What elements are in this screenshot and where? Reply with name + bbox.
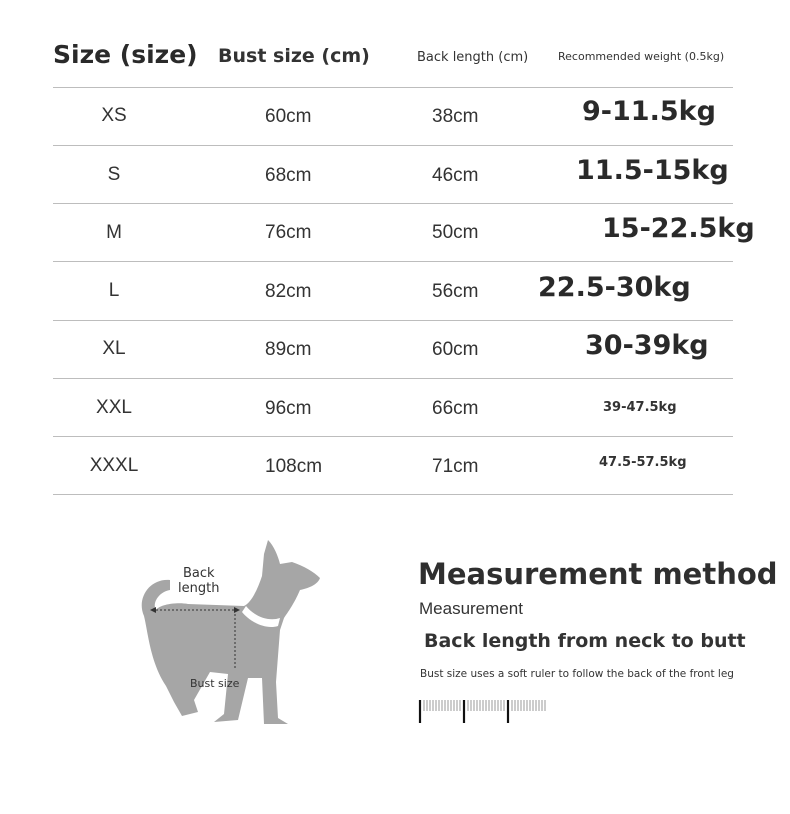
- row-size: S: [107, 164, 121, 185]
- table-divider: [53, 320, 733, 321]
- row-back-length: 66cm: [432, 398, 479, 419]
- header-bust: Bust size (cm): [218, 45, 370, 67]
- dog-measurement-diagram: [128, 532, 368, 752]
- row-back-length: 38cm: [432, 106, 479, 127]
- row-weight: 15-22.5kg: [602, 213, 755, 244]
- row-size: XXXL: [89, 455, 139, 476]
- row-weight: 47.5-57.5kg: [599, 455, 687, 470]
- measurement-subtitle: Measurement: [419, 599, 523, 618]
- row-weight: 11.5-15kg: [576, 155, 729, 186]
- row-size: XS: [101, 105, 127, 126]
- row-bust: 82cm: [265, 281, 312, 302]
- dog-silhouette-icon: [128, 532, 368, 752]
- row-weight: 30-39kg: [585, 330, 709, 361]
- row-weight: 39-47.5kg: [603, 400, 677, 415]
- row-size: M: [106, 222, 122, 243]
- table-divider: [53, 494, 733, 495]
- table-divider: [53, 261, 733, 262]
- row-size: L: [108, 280, 120, 301]
- back-length-instruction: Back length from neck to butt: [424, 630, 746, 652]
- row-back-length: 60cm: [432, 339, 479, 360]
- row-size: XL: [102, 338, 126, 359]
- row-back-length: 56cm: [432, 281, 479, 302]
- row-back-length: 50cm: [432, 222, 479, 243]
- row-back-length: 46cm: [432, 165, 479, 186]
- row-bust: 76cm: [265, 222, 312, 243]
- row-size: XXL: [96, 397, 132, 418]
- row-bust: 96cm: [265, 398, 312, 419]
- table-divider: [53, 87, 733, 88]
- ruler-icon: [418, 697, 548, 725]
- header-recommended-weight: Recommended weight (0.5kg): [558, 50, 725, 63]
- row-bust: 68cm: [265, 165, 312, 186]
- measurement-method-title: Measurement method: [418, 557, 778, 591]
- header-back-length: Back length (cm): [417, 50, 529, 65]
- header-size: Size (size): [53, 40, 198, 69]
- table-divider: [53, 145, 733, 146]
- table-divider: [53, 436, 733, 437]
- table-divider: [53, 203, 733, 204]
- table-divider: [53, 378, 733, 379]
- row-weight: 9-11.5kg: [582, 96, 716, 127]
- row-bust: 89cm: [265, 339, 312, 360]
- row-bust: 108cm: [265, 456, 323, 477]
- bust-size-label: Bust size: [190, 677, 240, 690]
- row-back-length: 71cm: [432, 456, 479, 477]
- row-weight: 22.5-30kg: [538, 272, 691, 303]
- bust-size-instruction: Bust size uses a soft ruler to follow the back of the front leg: [420, 668, 734, 680]
- back-length-label: Back length: [178, 566, 220, 596]
- row-bust: 60cm: [265, 106, 312, 127]
